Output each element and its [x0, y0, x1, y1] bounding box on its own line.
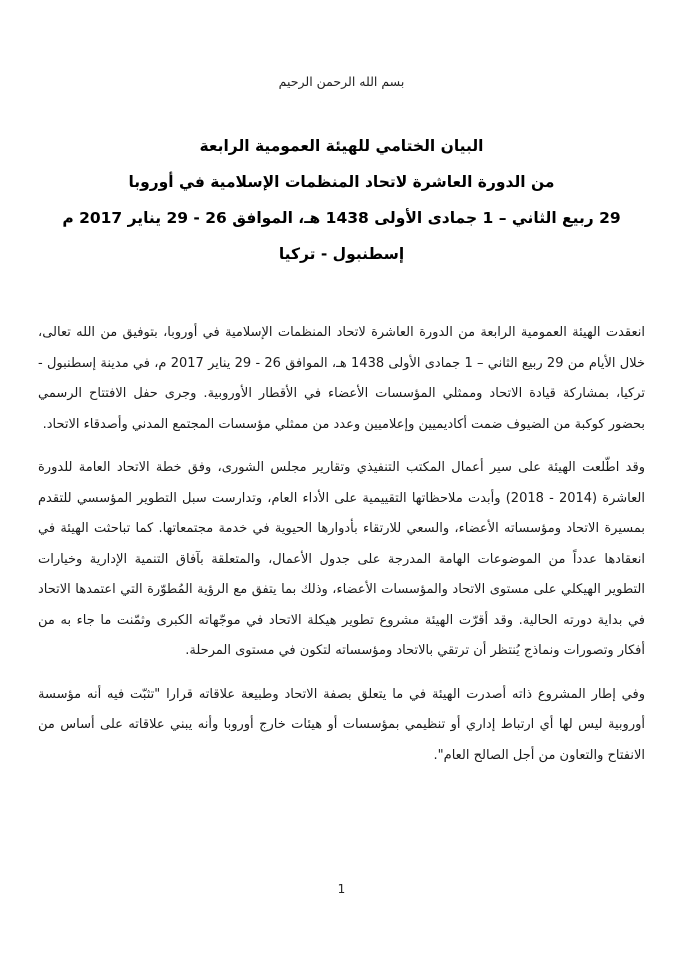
basmala-text: بسم الله الرحمن الرحيم [278, 74, 405, 89]
title-line-statement: البيان الختامي للهيئة العمومية الرابعة [199, 137, 484, 155]
title-line-session: من الدورة العاشرة لاتحاد المنظمات الإسلامية في أوروبا [128, 173, 555, 191]
title-line-date: 29 ربيع الثاني – 1 جمادى الأولى 1438 هـ، الموافق 26 - 29 يناير 2017 م [62, 209, 621, 227]
paragraph-opening: انعقدت الهيئة العمومية الرابعة من الدورة العاشرة لاتحاد المنظمات الإسلامية في أوروبا، بتوفيق من الله تعالى، خلال الأيام من 29 ربيع الثاني – 1 جمادى الأولى 1438 هـ، الموافق 26 - 29 يناير 2017 م، في مدينة إسطنبول - تركيا، بمشاركة قيادة الاتحاد وممثلي المؤسسات الأعضاء في الأقطار الأوروبية. وجرى حفل الافتتاح الرسمي بحضور كوكبة من الضيوف ضمت أكاديميين وإعلاميين وعدد من ممثلي مؤسسات المجتمع المدني وأصدقاء الاتحاد. [38, 325, 645, 432]
document-body [38, 318, 645, 784]
document-title-block [38, 128, 645, 272]
title-line-location: إسطنبول - تركيا [278, 245, 405, 263]
paragraph-proceedings: وقد اطّلعت الهيئة على سير أعمال المكتب التنفيذي وتقارير مجلس الشورى، وفق خطة الاتحاد العامة للدورة العاشرة (2014 - 2018) وأبدت ملاحظاتها التقييمية على الأداء العام، وتدارست سبل التطوير المؤسسي للتقدم بمسيرة الاتحاد ومؤسساته الأعضاء، والسعي للارتقاء بأدوارها الحيوية في خدمة مجتمعاتها. كما تباحثت الهيئة في انعقادها عدداً من الموضوعات الهامة المدرجة على جدول الأعمال، والمتعلقة بآفاق التنمية الإدارية وخيارات التطوير الهيكلي على مستوى الاتحاد والمؤسسات الأعضاء، وذلك بما يتفق مع الرؤية المُطوّرة التي اعتمدها الاتحاد في بداية دورته الحالية. وقد أقرّت الهيئة مشروع تطوير هيكلة الاتحاد في موجّهاته الكبرى وثمّنت ما جاء به من أفكار وتصورات ونماذج يُنتظر أن ترتقي بالاتحاد ومؤسساته لتكون في مستوى المرحلة. [38, 460, 645, 658]
paragraph-resolution: وفي إطار المشروع ذاته أصدرت الهيئة في ما يتعلق بصفة الاتحاد وطبيعة علاقاته قرارا "تثبّت فيه أنه مؤسسة أوروبية ليس لها أي ارتباط إداري أو تنظيمي بمؤسسات أو هيئات خارج أوروبا وأنه يبني علاقاته على أساس من الانفتاح والتعاون من أجل الصالح العام". [38, 686, 645, 763]
page-number: 1 [337, 882, 346, 896]
